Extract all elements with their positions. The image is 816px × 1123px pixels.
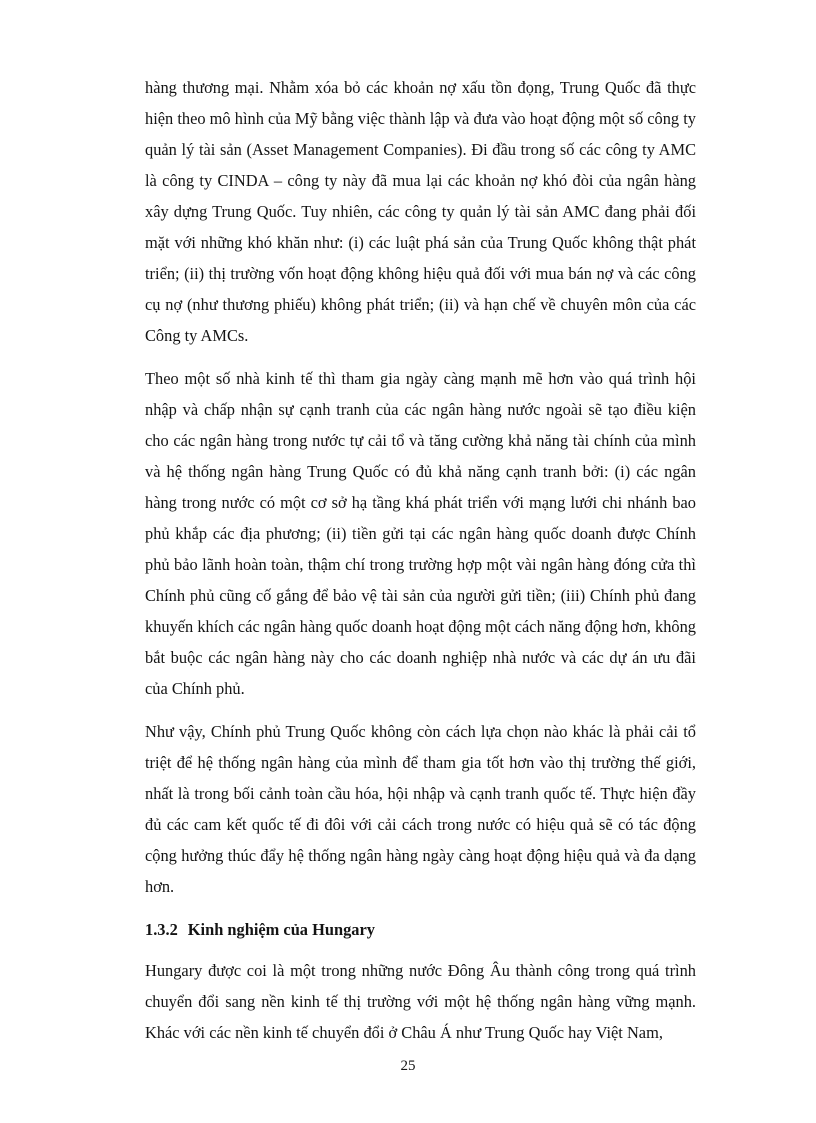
- paragraph-amc: hàng thương mại. Nhằm xóa bỏ các khoản nợ xấu tồn đọng, Trung Quốc đã thực hiện theo mô hình của Mỹ bằng việc thành lập và đưa vào hoạt động một số công ty quản lý tài sản (Asset Management Companies). Đi đầu trong số các công ty AMC là công ty CINDA – công ty này đã mua lại các khoản nợ khó đòi của ngân hàng xây dựng Trung Quốc. Tuy nhiên, các công ty quản lý tài sản AMC đang phải đối mặt với những khó khăn như: (i) các luật phá sản của Trung Quốc không thật phát triển; (ii) thị trường vốn hoạt động không hiệu quả đối với mua bán nợ và các công cụ nợ (như thương phiếu) không phát triển; (ii) và hạn chế về chuyên môn của các Công ty AMCs.: [145, 78, 696, 345]
- paragraph-competition: Theo một số nhà kinh tế thì tham gia ngày càng mạnh mẽ hơn vào quá trình hội nhập và chấp nhận sự cạnh tranh của các ngân hàng nước ngoài sẽ tạo điều kiện cho các ngân hàng trong nước tự cải tổ và tăng cường khả năng tài chính của mình và hệ thống ngân hàng Trung Quốc có đủ khả năng cạnh tranh bởi: (i) các ngân hàng trong nước có một cơ sở hạ tầng khá phát triển với mạng lưới chi nhánh bao phủ khắp các địa phương; (ii) tiền gửi tại các ngân hàng quốc doanh được Chính phủ bảo lãnh hoàn toàn, thậm chí trong trường hợp một vài ngân hàng đóng cửa thì Chính phủ cũng cố gắng để bảo vệ tài sản của người gửi tiền; (iii) Chính phủ đang khuyến khích các ngân hàng quốc doanh hoạt động một cách năng động hơn, không bắt buộc các ngân hàng này cho các doanh nghiệp nhà nước và các dự án ưu đãi của Chính phủ.: [145, 369, 696, 698]
- page-body: [145, 72, 696, 1060]
- paragraph-hungary: Hungary được coi là một trong những nước Đông Âu thành công trong quá trình chuyển đổi sang nền kinh tế thị trường với một hệ thống ngân hàng vững mạnh. Khác với các nền kinh tế chuyển đổi ở Châu Á như Trung Quốc hay Việt Nam,: [145, 961, 696, 1042]
- section-title: Kinh nghiệm của Hungary: [187, 920, 375, 939]
- section-heading: [145, 914, 696, 945]
- page-number: 25: [400, 1058, 416, 1074]
- section-number: 1.3.2: [145, 920, 178, 939]
- paragraph-conclusion: Như vậy, Chính phủ Trung Quốc không còn cách lựa chọn nào khác là phải cải tổ triệt để hệ thống ngân hàng của mình để tham gia tốt hơn vào thị trường thế giới, nhất là trong bối cảnh toàn cầu hóa, hội nhập và cạnh tranh quốc tế. Thực hiện đầy đủ các cam kết quốc tế đi đôi với cải cách trong nước có hiệu quả sẽ có tác động cộng hưởng thúc đẩy hệ thống ngân hàng ngày càng hoạt động hiệu quả và đa dạng hơn.: [145, 722, 696, 896]
